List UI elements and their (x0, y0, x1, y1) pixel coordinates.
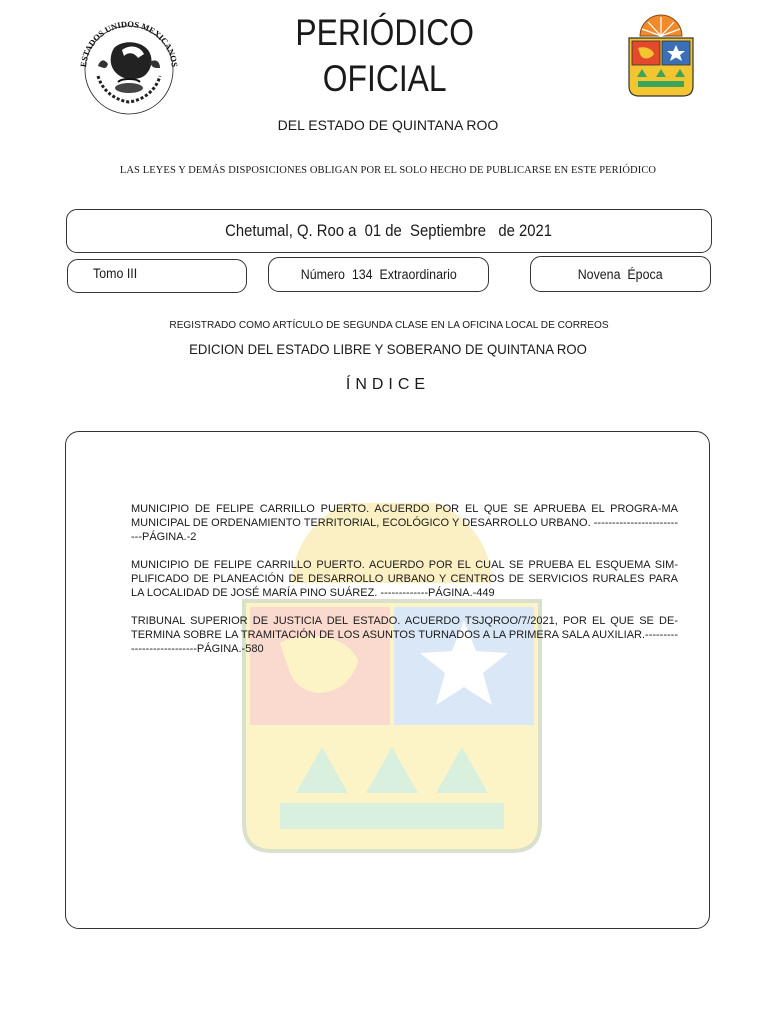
seal-arc-text: ESTADOS UNIDOS MEXICANOS (78, 18, 180, 68)
publication-date: Chetumal, Q. Roo a 01 de Septiembre de 2021 (225, 221, 553, 240)
issue-number: Número 134 Extraordinario (300, 267, 457, 282)
epoca-label: Novena Época (578, 266, 663, 282)
legal-notice: LAS LEYES Y DEMÁS DISPOSICIONES OBLIGAN POR EL SOLO HECHO DE PUBLICARSE EN ESTE PERIÓDICO (119, 165, 657, 176)
registration-notice: REGISTRADO COMO ARTÍCULO DE SEGUNDA CLASE EN LA OFICINA LOCAL DE CORREOS (169, 319, 609, 331)
newspaper-subtitle: DEL ESTADO DE QUINTANA ROO (277, 117, 499, 133)
index-entry: TRIBUNAL SUPERIOR DE JUSTICIA DEL ESTADO. ACUERDO TSJQROO/7/2021, POR EL QUE SE DE-TERMINA SOBRE LA TRAMITACIÓN DE LOS ASUNTOS TURNADOS A LA PRIMERA SALA AUXILIAR.---------------------------PÁGINA.-580 (131, 615, 678, 655)
date-box (66, 209, 712, 253)
tomo-label: Tomo III (93, 266, 138, 281)
newspaper-title (54, 10, 714, 102)
edition-notice: EDICION DEL ESTADO LIBRE Y SOBERANO DE QUINTANA ROO (189, 341, 587, 357)
coat-of-arms-watermark (236, 503, 548, 855)
numero-box (268, 257, 489, 292)
title-line-2: OFICIAL (322, 58, 447, 99)
index-heading: ÍNDICE (345, 376, 431, 393)
index-entry: MUNICIPIO DE FELIPE CARRILLO PUERTO. ACUERDO POR EL QUE SE APRUEBA EL PROGRA-MA MUNICIPAL DE ORDENAMIENTO TERRITORIAL, ECOLÓGICO Y DESARROLLO URBANO. --------------------------PÁGINA.-2 (131, 503, 678, 543)
title-line-1: PERIÓDICO (295, 12, 474, 53)
epoca-box (530, 256, 711, 292)
index-entry: MUNICIPIO DE FELIPE CARRILLO PUERTO. ACUERDO POR EL CUAL SE PRUEBA EL ESQUEMA SIM-PLIFICADO DE PLANEACIÓN DE DESARROLLO URBANO Y CENTROS DE SERVICIOS RURALES PARA LA LOCALIDAD DE JOSÉ MARÍA PINO SUÁREZ. -------------PÁGINA.-449 (131, 559, 678, 599)
tomo-box (67, 259, 247, 293)
